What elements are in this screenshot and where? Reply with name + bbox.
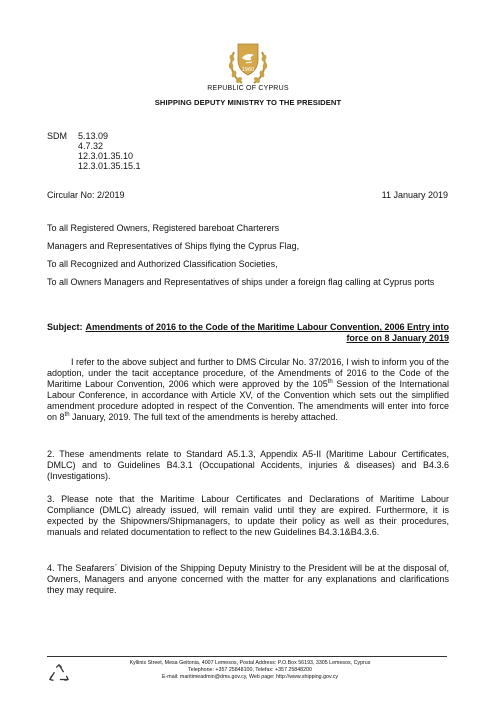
paragraph-2: 2. These amendments relate to Standard A5.1.3, Appendix A5-II (Maritime Labour Certificates, DMLC) and to Guidelines B4.3.1 (Occupational Accidents, injuries & diseases) and B4.3.6 (Investigations). <box>47 449 449 481</box>
reference-code: 12.3.01.35.15.1 <box>78 161 141 171</box>
paragraph-3: 3. Please note that the Maritime Labour Certificates and Declarations of Maritime Labour Compliance (DMLC) already issued, will remain valid until they are expired. Furthermore, it is expected by the Shipowners/Shipmanagers, to update their policy as well as their procedures, manuals and related documentation to reflect to the new Guidelines B4.3.1&B4.3.6. <box>47 494 449 537</box>
superscript: th <box>327 379 333 385</box>
reference-label: SDM <box>47 131 67 141</box>
country-name: REPUBLIC OF CYPRUS <box>207 85 289 92</box>
circular-date: 11 January 2019 <box>381 190 448 200</box>
addressee-line: To all Recognized and Authorized Classification Societies, <box>47 259 278 269</box>
ministry-name: SHIPPING DEPUTY MINISTRY TO THE PRESIDENT <box>154 98 342 107</box>
footer-contact: E-mail: maritimeadmin@dms.gov.cy, Web page: http://www.shipping.gov.cy <box>161 674 339 680</box>
addressee-line: To all Registered Owners, Registered bareboat Charterers <box>47 223 280 233</box>
subject-title: Amendments of 2016 to the Code of the Maritime Labour Convention, 2006 Entry into force on 8 January 2019 <box>85 322 449 343</box>
reference-code: 4.7.32 <box>78 141 104 151</box>
reference-code: 5.13.09 <box>78 131 109 141</box>
footer-phone: Telephone: +357 25848100, Telefax: +357 25848200 <box>188 667 312 673</box>
footer-divider <box>47 656 447 657</box>
superscript: th <box>64 412 70 418</box>
cyprus-coat-of-arms-icon <box>226 38 270 90</box>
svg-text:1960: 1960 <box>241 67 255 73</box>
paragraph-4: 4. The Seafarers΄ Division of the Shipping Deputy Ministry to the President will be at the disposal of, Owners, Managers and anyone concerned with the matter for any explanations and clarifications they may require. <box>47 563 449 595</box>
footer-address: Kyllinis Street, Mesa Geitonia, 4007 Lemesos, Postal Address: P.O.Box 56193, 3305 Lemesos, Cyprus <box>129 660 371 666</box>
reference-code: 12.3.01.35.10 <box>78 151 134 161</box>
addressee-line: To all Owners Managers and Representatives of ships under a foreign flag calling at Cyprus ports <box>47 277 435 287</box>
paragraph-1 <box>47 357 449 423</box>
paragraph-text: I refer to the above subject and further to DMS Circular No. 37/2016, I wish to inform you of the adoption, under the tacit acceptance procedure, of the Amendments of 2016 to the Code of the Maritime Labour Convention, 2006 which were approved by the 105 <box>47 357 449 389</box>
subject-label: Subject: <box>47 322 83 332</box>
recycle-icon <box>48 663 70 685</box>
reference-codes <box>78 131 141 171</box>
circular-number: Circular No: 2/2019 <box>47 190 125 200</box>
subject-block <box>47 322 449 344</box>
addressee-line: Managers and Representatives of Ships flying the Cyprus Flag, <box>47 241 300 251</box>
paragraph-text: Session of the International Labour Conference, in accordance with Article XV, of the Convention which sets out the simplified amendment procedure adopted in respect of the Convention. The amendments will enter into force on 8 <box>47 379 449 422</box>
paragraph-text: January, 2019. The full text of the amendments is hereby attached. <box>69 412 338 422</box>
